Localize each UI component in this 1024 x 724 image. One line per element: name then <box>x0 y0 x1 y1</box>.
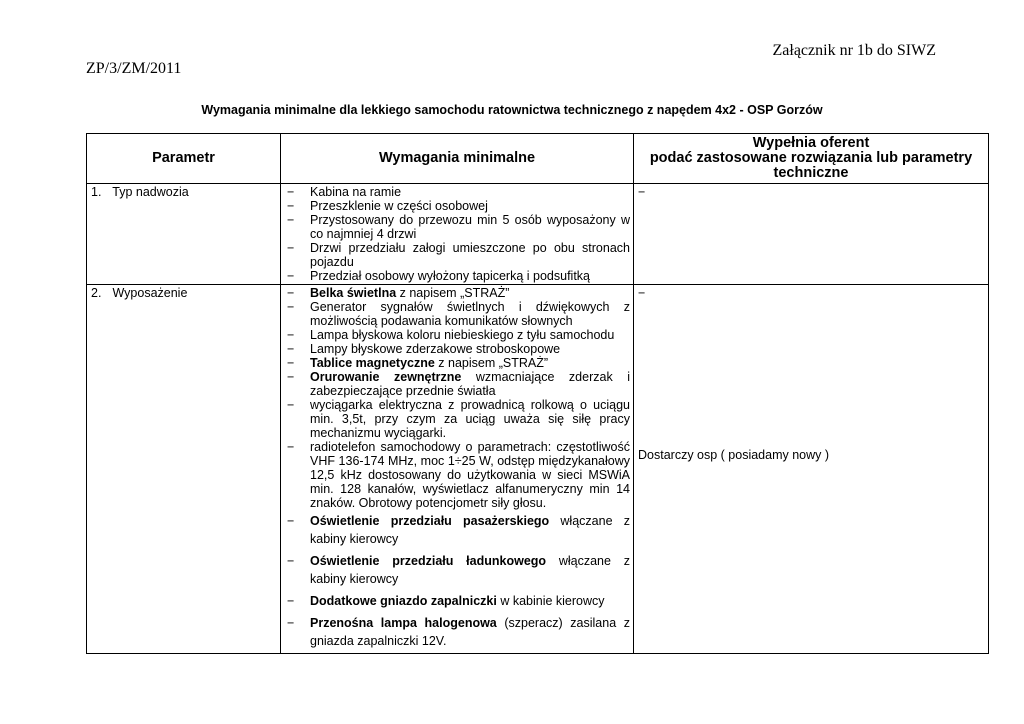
item-text: Generator sygnałów świetlnych i dźwiękowych z możliwością podawania komunikatów słownych <box>310 300 630 328</box>
table-header-row <box>87 134 989 184</box>
list-item <box>285 328 630 342</box>
item-text: w kabinie kierowcy <box>496 594 605 608</box>
param-name: Wyposażenie <box>112 286 188 300</box>
header-wymagania: Wymagania minimalne <box>281 134 634 184</box>
item-bold: Oświetlenie przedziału ładunkowego <box>310 554 547 568</box>
row-number: 2. <box>91 286 102 300</box>
param-cell <box>87 184 281 285</box>
item-text: (szperacz) zasilana z gniazda zapalniczki 12V. <box>310 616 631 648</box>
param-name: Typ nadwozia <box>112 185 189 199</box>
list-item <box>285 342 630 356</box>
item-bold: Tablice magnetyczne <box>310 356 435 370</box>
list-item <box>285 440 630 510</box>
item-text: włączane z kabiny kierowcy <box>310 514 630 546</box>
item-text: Drzwi przedziału załogi umieszczone po obu stronach pojazdu <box>310 241 630 269</box>
item-text: z napisem „STRAŻ” <box>434 356 549 370</box>
list-item <box>285 612 630 652</box>
offer-cell <box>634 285 989 654</box>
list-item <box>285 185 630 199</box>
param-cell <box>87 285 281 654</box>
requirements-cell <box>281 184 634 285</box>
requirements-cell <box>281 285 634 654</box>
offer-value: Dostarczy osp ( posiadamy nowy ) <box>638 448 830 462</box>
item-bold: Dodatkowe gniazdo zapalniczki <box>310 594 497 608</box>
table-row <box>87 184 989 285</box>
item-bold: Belka świetlna <box>310 286 397 300</box>
item-text: włączane z kabiny kierowcy <box>310 554 630 586</box>
offer-value: − <box>638 185 646 199</box>
list-item <box>285 550 630 590</box>
list-item <box>285 510 630 550</box>
offer-cell <box>634 184 989 285</box>
offer-dash: − <box>638 286 646 300</box>
item-bold: Orurowanie zewnętrzne <box>310 370 462 384</box>
header-parametr: Parametr <box>87 134 281 184</box>
list-item <box>285 398 630 440</box>
item-text: Lampa błyskowa koloru niebieskiego z tyłu samochodu <box>310 328 615 342</box>
item-text: Przedział osobowy wyłożony tapicerką i podsufitką <box>310 269 590 283</box>
list-item <box>285 213 630 241</box>
list-item <box>285 590 630 612</box>
header-oferent-line1: Wypełnia oferent <box>752 135 870 151</box>
requirements-list <box>285 286 630 652</box>
item-text: wzmacniające zderzak i zabezpieczające przednie światła <box>310 370 631 398</box>
item-text: Lampy błyskowe zderzakowe stroboskopowe <box>310 342 561 356</box>
header-oferent <box>634 134 989 184</box>
table-row <box>87 285 989 654</box>
requirements-table <box>86 133 989 654</box>
row-number: 1. <box>91 185 102 199</box>
reference-number: ZP/3/ZM/2011 <box>86 60 182 77</box>
list-item <box>285 356 630 370</box>
attachment-label: Załącznik nr 1b do SIWZ <box>772 42 936 59</box>
item-text: radiotelefon samochodowy o parametrach: częstotliwość VHF 136-174 MHz, moc 1÷25 W, odstęp międzykanałowy 12,5 kHz dostosowany do użytkowania w sieci MSWiA min. 128 kanałów, wyświetlacz alfanumeryczny min 14 znaków. Obrotowy potencjometr siły głosu. <box>310 440 630 510</box>
list-item <box>285 269 630 283</box>
requirements-list <box>285 185 630 283</box>
list-item <box>285 241 630 269</box>
header-oferent-line2: podać zastosowane rozwiązania lub parametry techniczne <box>649 150 973 181</box>
list-item <box>285 286 630 300</box>
item-text: Przystosowany do przewozu min 5 osób wyposażony w co najmniej 4 drzwi <box>310 213 630 241</box>
item-text: z napisem „STRAŻ” <box>396 286 510 300</box>
list-item <box>285 370 630 398</box>
item-bold: Oświetlenie przedziału pasażerskiego <box>310 514 550 528</box>
list-item <box>285 300 630 328</box>
document-title: Wymagania minimalne dla lekkiego samochodu ratownictwa technicznego z napędem 4x2 - OSP Gorzów <box>201 103 823 117</box>
item-text: Przeszklenie w części osobowej <box>310 199 488 213</box>
item-bold: Przenośna lampa halogenowa <box>310 616 497 630</box>
item-text: wyciągarka elektryczna z prowadnicą rolkową o uciągu min. 3,5t, przy czym za uciąg uważa się siłę pracy mechanizmu wyciągarki. <box>310 398 630 440</box>
list-item <box>285 199 630 213</box>
item-text: Kabina na ramie <box>310 185 402 199</box>
